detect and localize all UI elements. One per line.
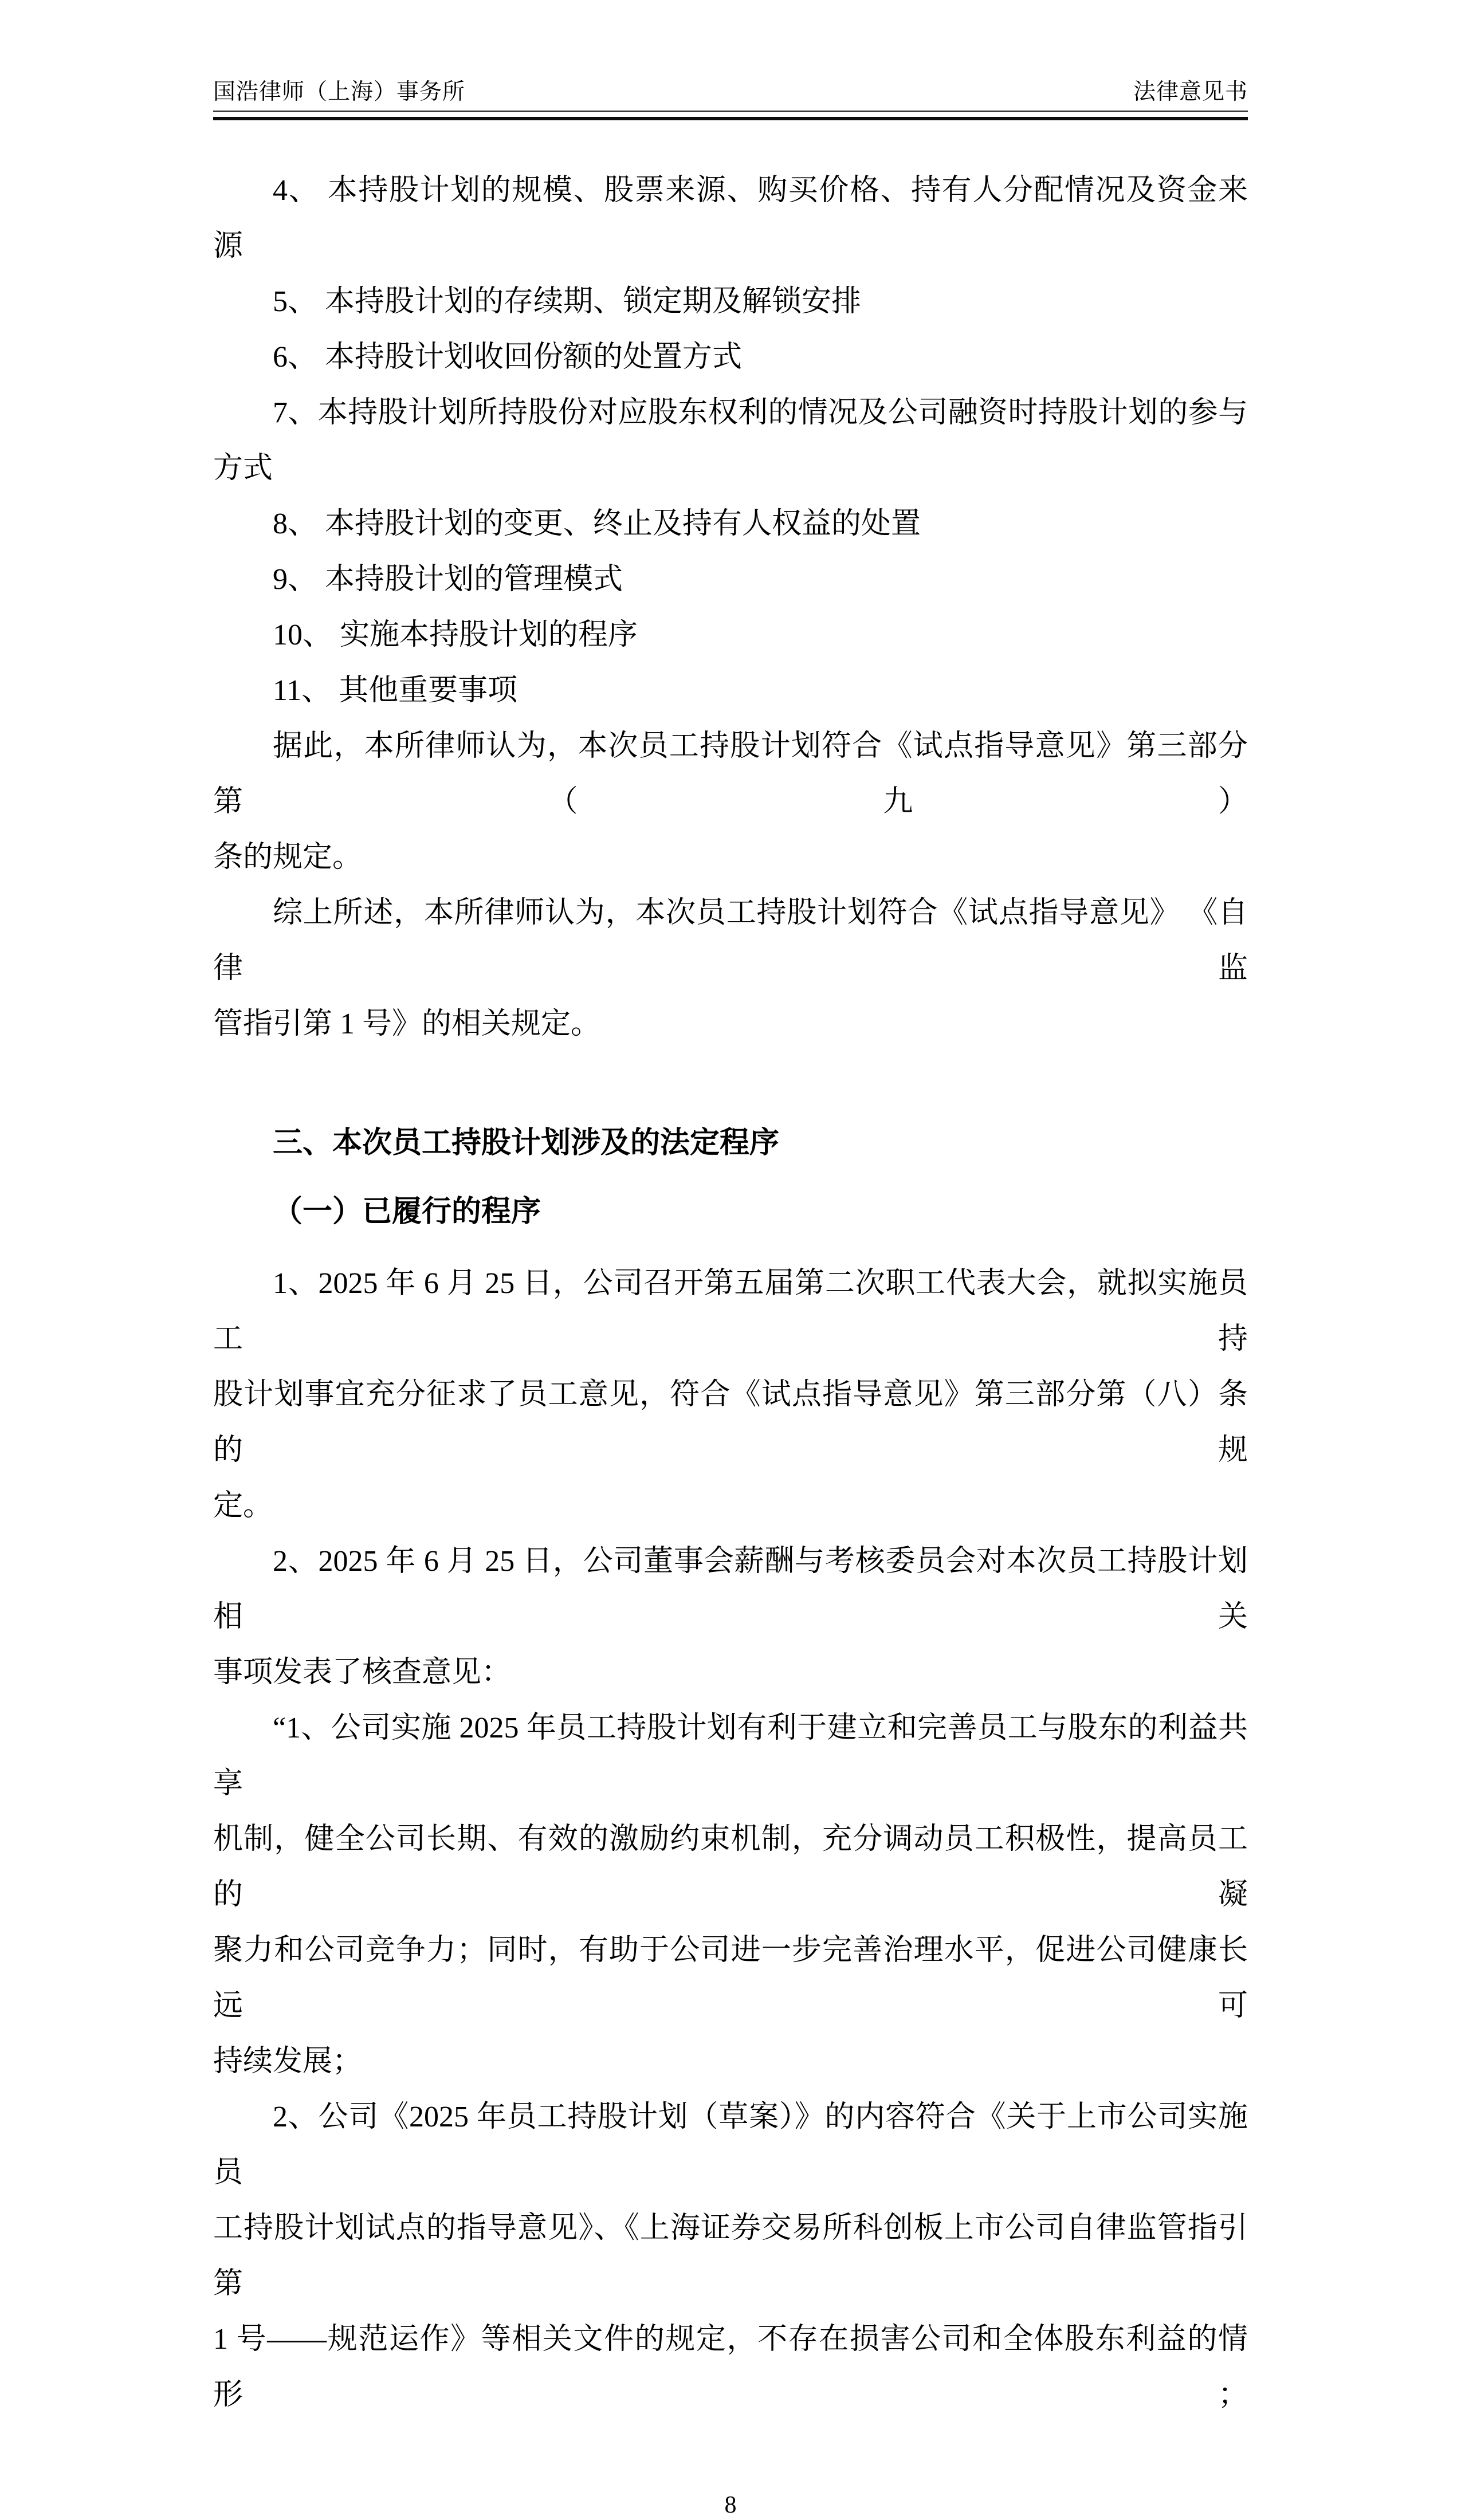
text-line: 事项发表了核查意见：: [213, 1656, 512, 1689]
header-doc-type: 法律意见书: [1133, 80, 1248, 104]
text-line: 聚力和公司竞争力；同时，有助于公司进一步完善治理水平，促进公司健康长远可: [213, 1934, 1248, 2022]
text-line: 工持股计划试点的指导意见》、《上海证券交易所科创板上市公司自律监管指引第: [213, 2212, 1248, 2300]
document-body: [213, 163, 1248, 2423]
text-line: 1、2025 年 6 月 25 日，公司召开第五届第二次职工代表大会，就拟实施员工持: [213, 1267, 1248, 1355]
subsection-heading: （一）已履行的程序: [273, 1196, 541, 1228]
header-divider-rule: [213, 111, 1248, 120]
text-line: 5、 本持股计划的存续期、锁定期及解锁安排: [273, 285, 862, 318]
page-footer: [213, 2490, 1248, 2520]
text-line: 8、 本持股计划的变更、终止及持有人权益的处置: [273, 508, 921, 540]
text-line: 据此，本所律师认为，本次员工持股计划符合《试点指导意见》第三部分第（九）: [213, 730, 1248, 818]
text-line: 4、 本持股计划的规模、股票来源、购买价格、持有人分配情况及资金来源: [213, 174, 1248, 262]
text-line: 9、 本持股计划的管理模式: [273, 563, 623, 596]
page-number: 8: [724, 2492, 737, 2518]
text-line: 2、公司《2025 年员工持股计划（草案）》的内容符合《关于上市公司实施员: [213, 2101, 1248, 2189]
text-line: 1 号——规范运作》等相关文件的规定，不存在损害公司和全体股东利益的情形；: [213, 2323, 1248, 2411]
text-line: 持续发展；: [213, 2045, 363, 2078]
section-heading: 三、本次员工持股计划涉及的法定程序: [273, 1127, 780, 1159]
text-line: 机制，健全公司长期、有效的激励约束机制，充分调动员工积极性，提高员工的凝: [213, 1823, 1248, 1911]
text-line: 11、 其他重要事项: [273, 674, 518, 707]
text-line: 10、 实施本持股计划的程序: [273, 619, 638, 651]
text-line: 股计划事宜充分征求了员工意见，符合《试点指导意见》第三部分第（八）条的规: [213, 1378, 1248, 1467]
text-line: 综上所述，本所律师认为，本次员工持股计划符合《试点指导意见》 《自律监: [213, 897, 1248, 985]
text-line: 定。: [213, 1489, 273, 1522]
text-line: 条的规定。: [213, 841, 363, 874]
text-line: 7、本持股计划所持股份对应股东权利的情况及公司融资时持股计划的参与方式: [213, 396, 1248, 485]
text-line: 6、 本持股计划收回份额的处置方式: [273, 341, 743, 374]
text-line: 管指引第 1 号》的相关规定。: [213, 1008, 601, 1040]
header-firm-name: 国浩律师（上海）事务所: [213, 80, 466, 104]
text-line: “1、公司实施 2025 年员工持股计划有利于建立和完善员工与股东的利益共享: [213, 1712, 1248, 1800]
page-header: [213, 0, 1248, 105]
text-line: 2、2025 年 6 月 25 日，公司董事会薪酬与考核委员会对本次员工持股计划相关: [213, 1545, 1248, 1633]
